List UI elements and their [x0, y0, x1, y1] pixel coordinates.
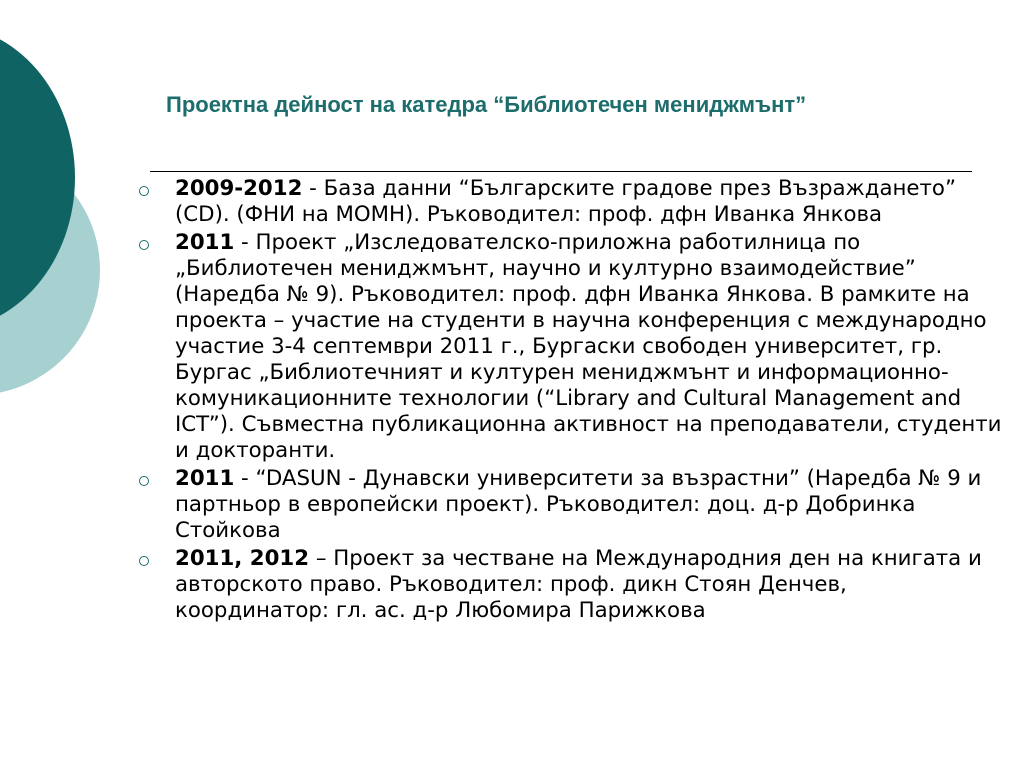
item-year: 2011 — [175, 230, 235, 255]
list-item — [135, 546, 1005, 624]
hollow-circle-bullet-icon — [139, 240, 149, 250]
slide-title: Проектна дейност на катедра “Библиотечен мениджмънт” — [166, 92, 807, 117]
title-divider — [150, 171, 972, 172]
bullet-list — [135, 176, 1005, 626]
list-item — [135, 466, 1005, 544]
hollow-circle-bullet-icon — [139, 476, 149, 486]
item-year: 2011, 2012 — [175, 546, 310, 571]
hollow-circle-bullet-icon — [139, 186, 149, 196]
item-text: - База данни “Българските градове през Възраждането” (CD). (ФНИ на МОМН). Ръководител: проф. дфн Иванка Янкова — [175, 176, 956, 227]
hollow-circle-bullet-icon — [139, 556, 149, 566]
item-year: 2011 — [175, 466, 235, 491]
item-text: - “DASUN - Дунавски университети за възрастни” (Наредба № 9 и партньор в европейски проект). Ръководител: доц. д-р Добринка Стойкова — [175, 466, 982, 543]
list-item — [135, 230, 1005, 464]
item-text: – Проект за честване на Международния ден на книгата и авторското право. Ръководител: проф. дикн Стоян Денчев, координатор: гл. ас. д-р Любомира Парижкова — [175, 546, 982, 623]
list-item — [135, 176, 1005, 228]
item-text: - Проект „Изследователско-приложна работилница по „Библиотечен мениджмънт, научно и културно взаимодействие” (Наредба № 9). Ръководител: проф. дфн Иванка Янкова. В рамките на проекта – участие на студенти в научна конференция с международно участие 3-4 септември 2011 г., Бургаски свободен университет, гр. Бургас „Библиотечният и културен мениджмънт и информационно-комуникационните технологии (“Library and Cultural Management and ICT”). Съвместна публикационна активност на преподаватели, студенти и докторанти. — [175, 230, 1002, 463]
item-year: 2009-2012 — [175, 176, 303, 201]
